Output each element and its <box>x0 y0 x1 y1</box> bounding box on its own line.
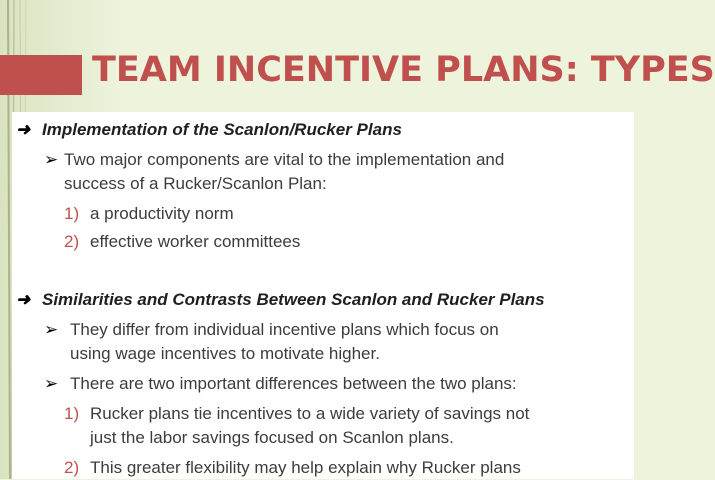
numbered-item <box>64 402 529 426</box>
bullet-point <box>44 148 504 172</box>
item-text: effective worker committees <box>90 232 301 251</box>
item-text-continued: just the labor savings focused on Scanlon plans. <box>90 428 454 447</box>
section-heading <box>16 118 402 142</box>
bullet-point <box>44 318 499 342</box>
numbered-item <box>64 230 300 254</box>
bullet-text-continued: using wage incentives to motivate higher. <box>70 344 380 363</box>
bullet-text: Two major components are vital to the implementation and <box>64 150 505 169</box>
arrow-bullet-icon: ➜ <box>16 120 31 139</box>
triangle-bullet-icon: ➢ <box>44 374 59 393</box>
item-text: Rucker plans tie incentives to a wide variety of savings not <box>90 404 530 423</box>
item-number: 2) <box>64 458 80 477</box>
arrow-bullet-icon: ➜ <box>16 290 31 309</box>
slide-title: TEAM INCENTIVE PLANS: TYPES <box>92 50 715 90</box>
numbered-item <box>64 202 234 226</box>
section-heading <box>16 288 545 312</box>
triangle-bullet-icon: ➢ <box>44 150 59 169</box>
title-accent-bar <box>0 55 82 95</box>
item-number: 2) <box>64 232 80 251</box>
item-number: 1) <box>64 404 80 423</box>
bullet-text: There are two important differences between the two plans: <box>70 374 517 393</box>
item-number: 1) <box>64 204 80 223</box>
bullet-text-continued: success of a Rucker/Scanlon Plan: <box>64 174 327 193</box>
triangle-bullet-icon: ➢ <box>44 320 59 339</box>
item-text: This greater flexibility may help explain why Rucker plans <box>90 458 521 477</box>
bullet-text: They differ from individual incentive plans which focus on <box>70 320 499 339</box>
content-panel <box>12 112 634 479</box>
section-heading-text: Implementation of the Scanlon/Rucker Plans <box>42 120 402 139</box>
bullet-point <box>44 372 517 396</box>
section-heading-text: Similarities and Contrasts Between Scanlon and Rucker Plans <box>42 290 545 309</box>
item-text: a productivity norm <box>90 204 234 223</box>
numbered-item <box>64 456 521 480</box>
